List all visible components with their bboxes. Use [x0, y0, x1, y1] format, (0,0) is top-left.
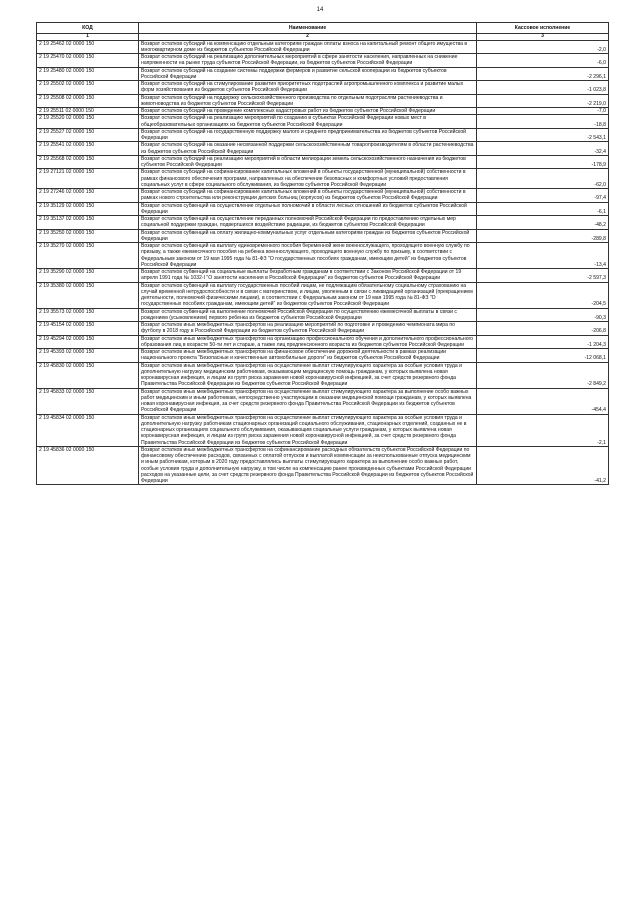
- row-code: 2 19 35573 02 0000 150: [37, 308, 139, 322]
- row-code: 2 19 35129 02 0000 150: [37, 202, 139, 216]
- row-amount: -2 543,1: [477, 128, 609, 142]
- row-code: 2 19 45834 02 0000 150: [37, 414, 139, 446]
- row-name: Возврат остатков субвенций на осуществление отдельных полномочий в области лесных отношений из бюджетов субъектов Российской Федерации: [139, 202, 477, 216]
- row-amount: -178,9: [477, 155, 609, 169]
- table-row: [37, 40, 609, 54]
- row-name: Возврат остатков субсидий на государственную поддержку малого и среднего предпринимательства из бюджетов субъектов Российской Федерации: [139, 128, 477, 142]
- row-code: 2 19 45393 02 0000 150: [37, 349, 139, 363]
- row-name: Возврат остатков иных межбюджетных трансфертов на реализацию мероприятий по подготовке и проведению чемпионата мира по футболу в 2018 году в Российской Федерации из бюджетов субъектов Российской Федерации: [139, 322, 477, 336]
- row-amount: -289,8: [477, 229, 609, 243]
- row-code: 2 19 35290 02 0000 150: [37, 269, 139, 283]
- row-name: Возврат остатков субвенций на оплату жилищно-коммунальных услуг отдельным категориям граждан из бюджетов субъектов Российской Федерации: [139, 229, 477, 243]
- row-code: 2 19 35380 02 0000 150: [37, 282, 139, 308]
- table-row: [37, 269, 609, 283]
- table-row: [37, 216, 609, 230]
- row-code: 2 19 25508 02 0000 150: [37, 94, 139, 108]
- row-amount: -90,3: [477, 308, 609, 322]
- row-code: 2 19 45836 02 0000 150: [37, 446, 139, 485]
- row-code: 2 19 35137 02 0000 150: [37, 216, 139, 230]
- row-code: 2 19 25541 02 0000 150: [37, 142, 139, 156]
- row-amount: -62,0: [477, 169, 609, 189]
- row-name: Возврат остатков субсидий на реализацию мероприятий в области мелиорации земель сельскохозяйственного назначения из бюджетов субъектов Российской Федерации: [139, 155, 477, 169]
- page-number: 14: [316, 7, 324, 13]
- table-row: [37, 189, 609, 203]
- row-name: Возврат остатков иных межбюджетных трансфертов на организацию профессионального обучения и дополнительного профессионального образования лиц в возрасте 50-ти лет и старше, а также лиц предпенсионного возраста из бюджетов субъектов Российской Федерации: [139, 335, 477, 349]
- column-number-row: [37, 34, 609, 41]
- row-name: Возврат остатков субсидий на проведение комплексных кадастровых работ из бюджетов субъектов Российской Федерации: [139, 108, 477, 115]
- row-code: 2 19 27246 02 0000 150: [37, 189, 139, 203]
- row-amount: -13,4: [477, 243, 609, 269]
- table-row: [37, 81, 609, 95]
- row-amount: -2 849,2: [477, 362, 609, 388]
- row-name: Возврат остатков субсидий на стимулирование развития приоритетных подотраслей агропромышленного комплекса и развитие малых форм хозяйствования из бюджетов субъектов Российской Федерации: [139, 81, 477, 95]
- row-code: 2 19 25527 02 0000 150: [37, 128, 139, 142]
- row-code: 2 19 25502 02 0000 150: [37, 81, 139, 95]
- row-code: 2 19 45833 02 0000 150: [37, 388, 139, 414]
- row-amount: -41,2: [477, 446, 609, 485]
- row-code: 2 19 25462 02 0000 150: [37, 40, 139, 54]
- row-amount: -2,0: [477, 40, 609, 54]
- row-name: Возврат остатков субсидий на реализацию мероприятий по созданию в субъектах Российской Федерации новых мест в общеобразовательных организациях из бюджетов субъектов Российской Федерации: [139, 115, 477, 129]
- table-row: [37, 54, 609, 68]
- row-name: Возврат остатков субсидий на поддержку сельскохозяйственного производства по отдельным подотраслям растениеводства и животноводства из бюджетов субъектов Российской Федерации: [139, 94, 477, 108]
- row-name: Возврат остатков субвенций на выплату единовременного пособия беременной жене военнослужащего, проходящего военную службу по призыву, а также ежемесячного пособия на ребенка военнослужащего, проходящего военную службу по призыву, в соответствии с Федеральным законом от 19 мая 1995 года № 81-ФЗ "О государственных пособиях гражданам, имеющим детей" из бюджетов субъектов Российской Федерации: [139, 243, 477, 269]
- table-row: [37, 446, 609, 485]
- budget-execution-table: [36, 22, 609, 485]
- row-amount: -32,4: [477, 142, 609, 156]
- row-name: Возврат остатков субвенций на выплату государственных пособий лицам, не подлежащим обязательному социальному страхованию на случай временной нетрудоспособности и в связи с материнством, и лицам, уволенным в связи с ликвидацией организаций (прекращением деятельности, полномочий физическими лицами), в соответствии с Федеральным законом от 19 мая 1995 года № 81-ФЗ "О государственных пособиях гражданам, имеющим детей" из бюджетов субъектов Российской Федерации: [139, 282, 477, 308]
- row-name: Возврат остатков субсидий на создание системы поддержки фермеров и развитие сельской кооперации из бюджетов субъектов Российской Федерации: [139, 67, 477, 81]
- header-code: КОД: [37, 23, 139, 34]
- table-row: [37, 243, 609, 269]
- header-name: Наименование: [139, 23, 477, 34]
- row-code: 2 19 27121 02 0000 150: [37, 169, 139, 189]
- row-name: Возврат остатков субсидий на оказание несвязанной поддержки сельскохозяйственным товаропроизводителям в области растениеводства из бюджетов субъектов Российской Федерации: [139, 142, 477, 156]
- row-code: 2 19 25480 02 0000 150: [37, 67, 139, 81]
- header-amount: Кассовое исполнение: [477, 23, 609, 34]
- table-row: [37, 322, 609, 336]
- row-name: Возврат остатков субсидий на компенсацию отдельным категориям граждан оплаты взноса на капитальный ремонт общего имущества в многоквартирном доме из бюджетов субъектов Российской Федерации: [139, 40, 477, 54]
- row-amount: -2 219,0: [477, 94, 609, 108]
- row-code: 2 19 35270 02 0000 150: [37, 243, 139, 269]
- column-number-3: 3: [477, 34, 609, 41]
- table-row: [37, 229, 609, 243]
- row-name: Возврат остатков субсидий на реализацию дополнительных мероприятий в сфере занятости населения, направленных на снижение напряженности на рынке труда субъектов Российской Федерации, из бюджетов субъектов Российской Федерации: [139, 54, 477, 68]
- table-row: [37, 155, 609, 169]
- row-amount: -18,8: [477, 115, 609, 129]
- table-row: [37, 108, 609, 115]
- table-row: [37, 414, 609, 446]
- table-row: [37, 335, 609, 349]
- row-name: Возврат остатков иных межбюджетных трансфертов на осуществление выплат стимулирующего характера за особые условия труда и дополнительную нагрузку работникам стационарных организаций социального обслуживания, стационарных отделений, созданных не в стационарных организациях социального обслуживания, оказывающим социальные услуги гражданам, у которых выявлена новая коронавирусная инфекция, и лицам из групп риска заражения новой коронавирусной инфекцией, за счет средств резервного фонда Правительства Российской Федерации из бюджетов субъектов Российской Федерации: [139, 414, 477, 446]
- row-amount: -2,1: [477, 414, 609, 446]
- row-amount: -6,0: [477, 54, 609, 68]
- row-amount: -12 068,1: [477, 349, 609, 363]
- table-row: [37, 308, 609, 322]
- row-amount: -48,2: [477, 216, 609, 230]
- row-code: 2 19 35250 02 0000 150: [37, 229, 139, 243]
- table-row: [37, 202, 609, 216]
- table-row: [37, 349, 609, 363]
- row-name: Возврат остатков иных межбюджетных трансфертов на финансовое обеспечение дорожной деятельности в рамках реализации национального проекта "Безопасные и качественные автомобильные дороги" из бюджетов субъектов Российской Федерации: [139, 349, 477, 363]
- row-amount: -454,4: [477, 388, 609, 414]
- row-name: Возврат остатков иных межбюджетных трансфертов на осуществление выплат стимулирующего характера за выполнение особо важных работ медицинским и иным работникам, непосредственно участвующим в оказании медицинской помощи гражданам, у которых выявлена новая коронавирусная инфекция, за счет средств резервного фонда Правительства Российской Федерации из бюджетов субъектов Российской Федерации: [139, 388, 477, 414]
- table-row: [37, 169, 609, 189]
- row-name: Возврат остатков иных межбюджетных трансфертов на софинансирование расходных обязательств субъектов Российской Федерации по финансовому обеспечению расходов, связанных с оплатой отпусков и выплатой компенсации за неиспользованные отпуска медицинским и иным работникам, которым в 2020 году предоставлялись выплаты стимулирующего характера за выполнение особо важных работ, особые условия труда и дополнительную нагрузку, в том числе на компенсацию ранее произведенных субъектами Российской Федерации расходов на указанные цели, за счет средств резервного фонда Правительства Российской Федерации из бюджетов субъектов Российской Федерации: [139, 446, 477, 485]
- row-amount: -97,4: [477, 189, 609, 203]
- row-amount: -1 023,8: [477, 81, 609, 95]
- row-code: 2 19 45294 02 0000 150: [37, 335, 139, 349]
- row-code: 2 19 25470 02 0000 150: [37, 54, 139, 68]
- table-row: [37, 94, 609, 108]
- table-row: [37, 67, 609, 81]
- row-amount: -1 204,3: [477, 335, 609, 349]
- table-row: [37, 282, 609, 308]
- row-amount: -2 597,3: [477, 269, 609, 283]
- row-name: Возврат остатков иных межбюджетных трансфертов на осуществление выплат стимулирующего характера за особые условия труда и дополнительную нагрузку медицинским работникам, оказывающим медицинскую помощь гражданам, у которых выявлена новая коронавирусная инфекция, и лицам из групп риска заражения новой коронавирусной инфекцией, за счет средств резервного фонда Правительства Российской Федерации из бюджетов субъектов Российской Федерации: [139, 362, 477, 388]
- table-row: [37, 128, 609, 142]
- row-amount: -206,8: [477, 322, 609, 336]
- row-name: Возврат остатков субвенций на осуществление переданных полномочий Российской Федерации по предоставлению отдельных мер социальной поддержки граждан, подвергшихся воздействию радиации, из бюджетов субъектов Российской Федерации: [139, 216, 477, 230]
- row-name: Возврат остатков субсидий на софинансирование капитальных вложений в объекты государственной (муниципальной) собственности в рамках финансового обеспечения программ, направленных на обеспечение безопасных и комфортных условий предоставления социальных услуг в сфере социального обслуживания, из бюджетов субъектов Российской Федерации: [139, 169, 477, 189]
- table-row: [37, 362, 609, 388]
- row-code: 2 19 25511 02 0000 150: [37, 108, 139, 115]
- column-number-2: 2: [139, 34, 477, 41]
- row-name: Возврат остатков субвенций на выполнение полномочий Российской Федерации по осуществлению ежемесячной выплаты в связи с рождением (усыновлением) первого ребенка из бюджетов субъектов Российской Федерации: [139, 308, 477, 322]
- row-code: 2 19 45154 02 0000 150: [37, 322, 139, 336]
- table-row: [37, 388, 609, 414]
- row-amount: -7,0: [477, 108, 609, 115]
- row-amount: -204,5: [477, 282, 609, 308]
- row-amount: -2 296,1: [477, 67, 609, 81]
- row-code: 2 19 25520 02 0000 150: [37, 115, 139, 129]
- table-header-row: [37, 23, 609, 34]
- row-name: Возврат остатков субвенций на социальные выплаты безработным гражданам в соответствии с Законом Российской Федерации от 19 апреля 1991 года № 1032-I "О занятости населения в Российской Федерации" из бюджетов субъектов Российской Федерации: [139, 269, 477, 283]
- row-code: 2 19 45830 02 0000 150: [37, 362, 139, 388]
- row-name: Возврат остатков субсидий на софинансирование капитальных вложений в объекты государственной (муниципальной) собственности в рамках нового строительства или реконструкции детских больниц (корпусов) из бюджетов субъектов Российской Федерации: [139, 189, 477, 203]
- row-code: 2 19 25568 02 0000 150: [37, 155, 139, 169]
- row-amount: -6,1: [477, 202, 609, 216]
- column-number-1: 1: [37, 34, 139, 41]
- table-row: [37, 142, 609, 156]
- table-row: [37, 115, 609, 129]
